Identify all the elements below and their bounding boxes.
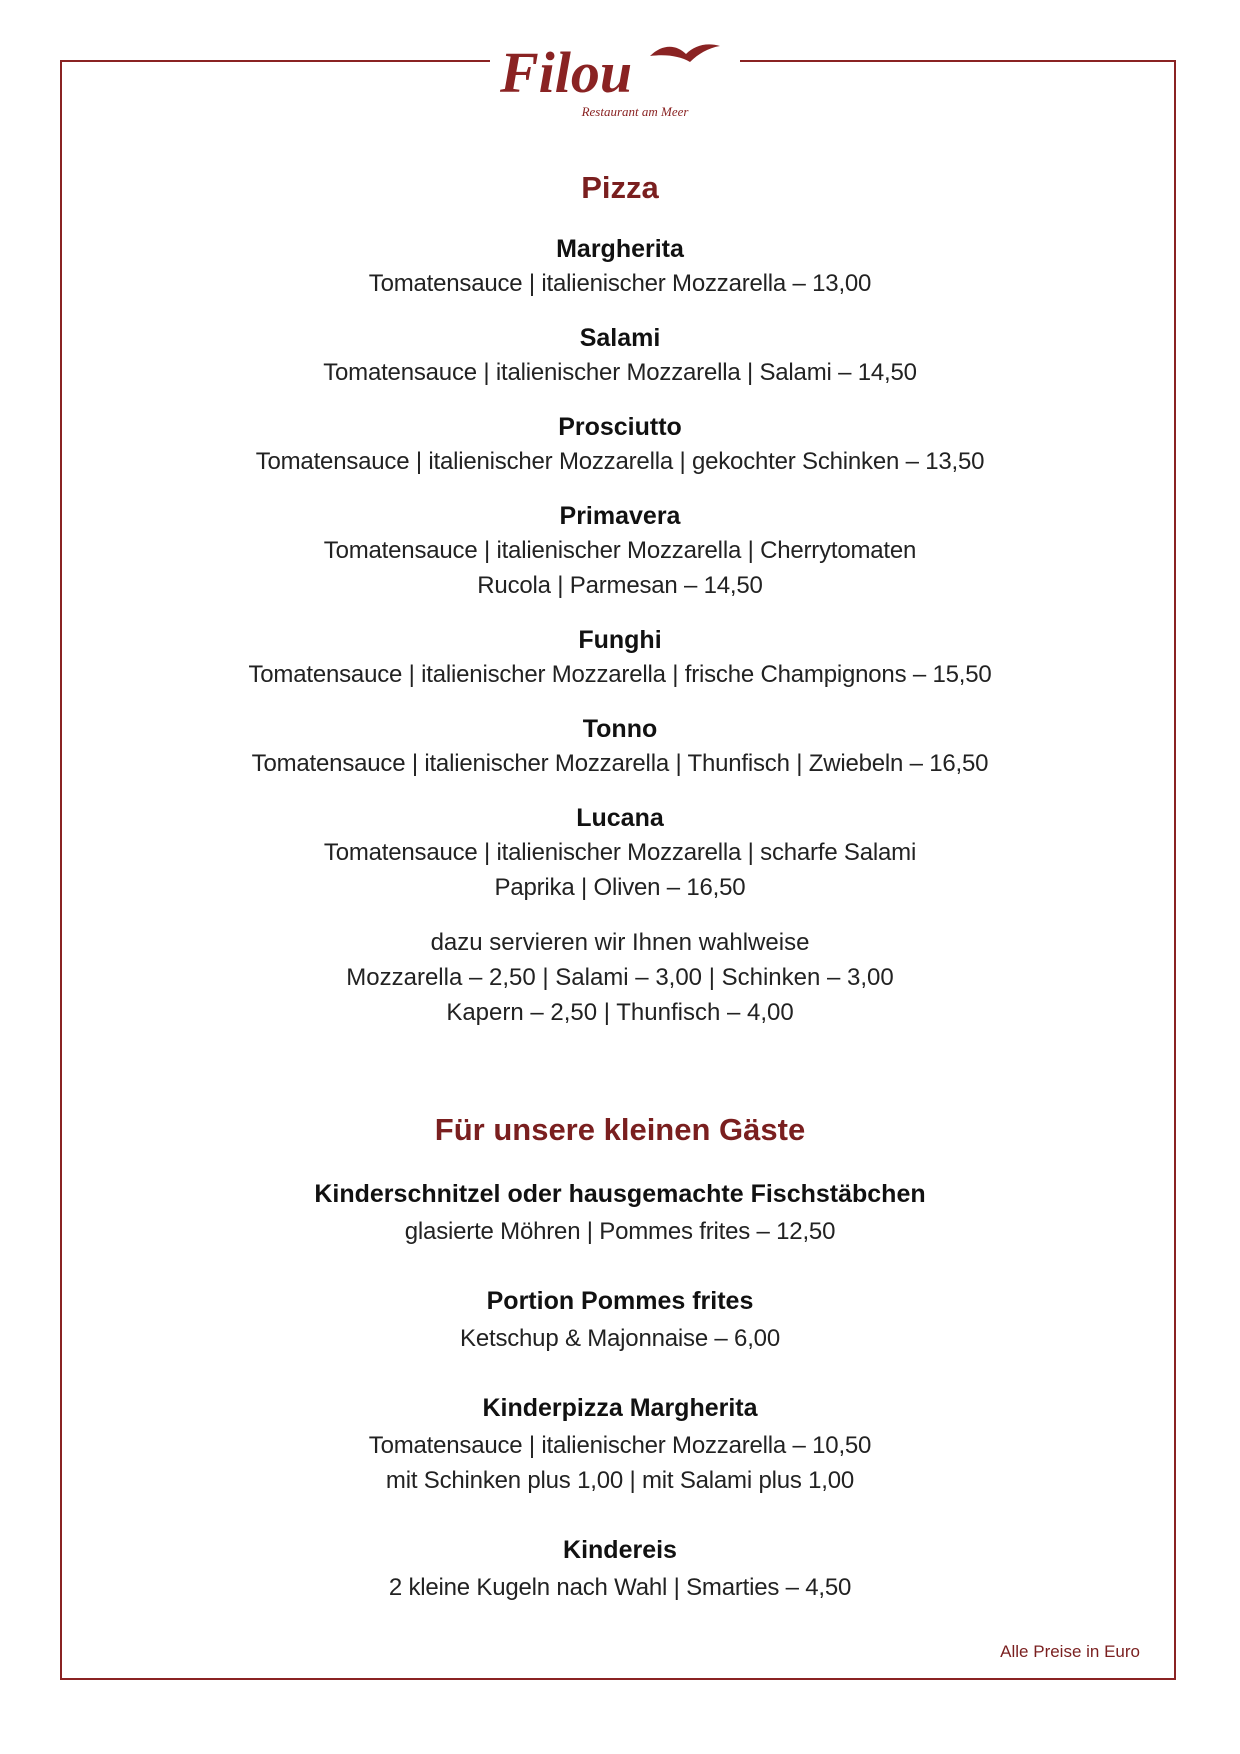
menu-item-description: Tomatensauce | italienischer Mozzarella – 10,50	[368, 1432, 872, 1459]
section-title-kids: Für unsere kleinen Gäste	[434, 1112, 806, 1147]
menu-item	[0, 801, 1240, 905]
menu-item-name: Tonno	[582, 715, 658, 743]
menu-item-name: Kinderpizza Margherita	[482, 1394, 758, 1422]
section-title-pizza: Pizza	[581, 170, 659, 205]
menu-item	[0, 1388, 1240, 1498]
menu-item-description: mit Schinken plus 1,00 | mit Salami plus 1,00	[385, 1467, 855, 1494]
menu-item-description: Tomatensauce | italienischer Mozzarella | Salami – 14,50	[323, 359, 917, 386]
logo-wordmark: Filou	[500, 40, 633, 105]
menu-item-description: 2 kleine Kugeln nach Wahl | Smarties – 4,50	[388, 1574, 852, 1601]
menu-item-name: Kindereis	[563, 1536, 677, 1564]
logo-tagline: Restaurant am Meer	[581, 104, 689, 119]
menu-item	[0, 321, 1240, 390]
filou-logo-mark	[490, 30, 740, 110]
restaurant-logo	[490, 30, 740, 125]
menu-item	[0, 1281, 1240, 1356]
pizza-extras	[0, 925, 1240, 1030]
menu-item-description: Rucola | Parmesan – 14,50	[477, 572, 763, 599]
menu-item	[0, 232, 1240, 301]
menu-item-name: Portion Pommes frites	[486, 1287, 754, 1315]
menu-content	[0, 170, 1240, 1637]
menu-item-description: Tomatensauce | italienischer Mozzarella – 13,00	[368, 270, 872, 297]
menu-item-name: Funghi	[578, 626, 662, 654]
menu-item-description: Tomatensauce | italienischer Mozzarella | gekochter Schinken – 13,50	[255, 448, 985, 475]
menu-item-description: Tomatensauce | italienischer Mozzarella | Thunfisch | Zwiebeln – 16,50	[251, 750, 989, 777]
menu-item	[0, 499, 1240, 603]
menu-item-name: Margherita	[556, 235, 684, 263]
pizza-list	[0, 232, 1240, 905]
extras-line: Kapern – 2,50 | Thunfisch – 4,00	[446, 999, 794, 1026]
extras-intro: dazu servieren wir Ihnen wahlweise	[430, 929, 810, 956]
menu-item-description: glasierte Möhren | Pommes frites – 12,50	[404, 1218, 836, 1245]
menu-item-description: Tomatensauce | italienischer Mozzarella | frische Champignons – 15,50	[248, 661, 992, 688]
menu-item-description: Paprika | Oliven – 16,50	[494, 874, 746, 901]
menu-item-name: Primavera	[559, 502, 681, 530]
menu-item-description: Tomatensauce | italienischer Mozzarella | Cherrytomaten	[323, 537, 917, 564]
menu-item	[0, 623, 1240, 692]
menu-item-description: Tomatensauce | italienischer Mozzarella | scharfe Salami	[323, 839, 917, 866]
menu-item	[0, 410, 1240, 479]
menu-item-name: Salami	[579, 324, 661, 352]
extras-line: Mozzarella – 2,50 | Salami – 3,00 | Schinken – 3,00	[346, 964, 894, 991]
menu-item	[0, 1530, 1240, 1605]
menu-item	[0, 1174, 1240, 1249]
menu-item-name: Prosciutto	[558, 413, 682, 441]
seagull-icon	[650, 44, 720, 62]
menu-item-description: Ketschup & Majonnaise – 6,00	[460, 1325, 780, 1352]
menu-item	[0, 712, 1240, 781]
price-note: Alle Preise in Euro	[1000, 1642, 1140, 1661]
kids-section	[0, 1112, 1240, 1605]
kids-list	[0, 1174, 1240, 1605]
menu-item-name: Kinderschnitzel oder hausgemachte Fischstäbchen	[314, 1180, 926, 1208]
menu-item-name: Lucana	[576, 804, 664, 832]
